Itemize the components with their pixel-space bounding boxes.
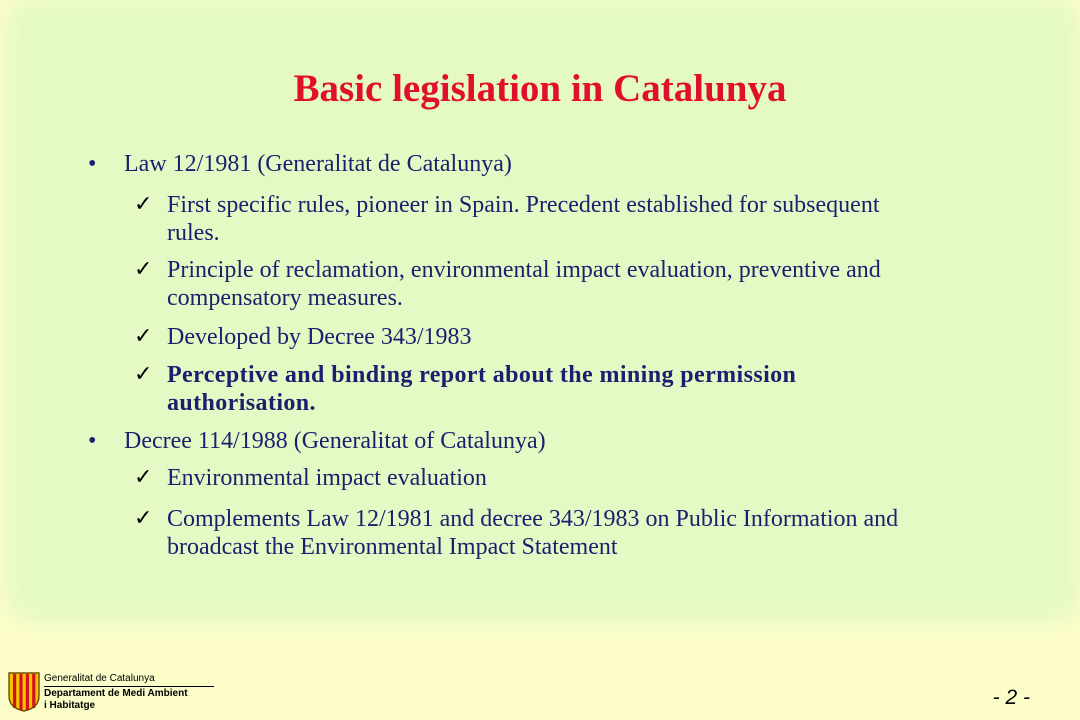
footer-org-line2: Departament de Medi Ambient: [44, 688, 188, 699]
check-text: Principle of reclamation, environmental impact evaluation, preventive and compensatory measures.: [167, 257, 881, 311]
footer-divider: [44, 686, 214, 687]
check-icon: ✓: [134, 324, 153, 349]
check-icon: ✓: [134, 465, 153, 490]
bullet-marker: •: [88, 428, 97, 454]
check-icon: ✓: [134, 257, 153, 282]
check-icon: ✓: [134, 506, 153, 531]
footer-org-line1: Generalitat de Catalunya: [44, 673, 155, 684]
check-text: First specific rules, pioneer in Spain. Precedent established for subsequent rules.: [167, 192, 880, 246]
bullet-marker: •: [88, 151, 97, 177]
check-icon: ✓: [134, 192, 153, 217]
check-text: Complements Law 12/1981 and decree 343/1983 on Public Information and broadcast the Environmental Impact Statement: [167, 506, 899, 560]
bullet-text: Law 12/1981 (Generalitat de Catalunya): [124, 151, 512, 177]
page-number: - 2 -: [992, 686, 1030, 709]
check-text: Developed by Decree 343/1983: [167, 324, 472, 350]
footer-organization: [44, 673, 214, 712]
slide-title: Basic legislation in Catalunya: [293, 67, 787, 110]
check-text: Perceptive and binding report about the mining permission authorisation.: [167, 362, 797, 416]
check-icon: ✓: [134, 362, 153, 387]
catalan-flag-shield-icon: [8, 672, 40, 712]
check-text: Environmental impact evaluation: [167, 465, 487, 491]
footer-org-line3: i Habitatge: [44, 700, 96, 711]
bullet-text: Decree 114/1988 (Generalitat of Catalunya): [124, 428, 546, 454]
